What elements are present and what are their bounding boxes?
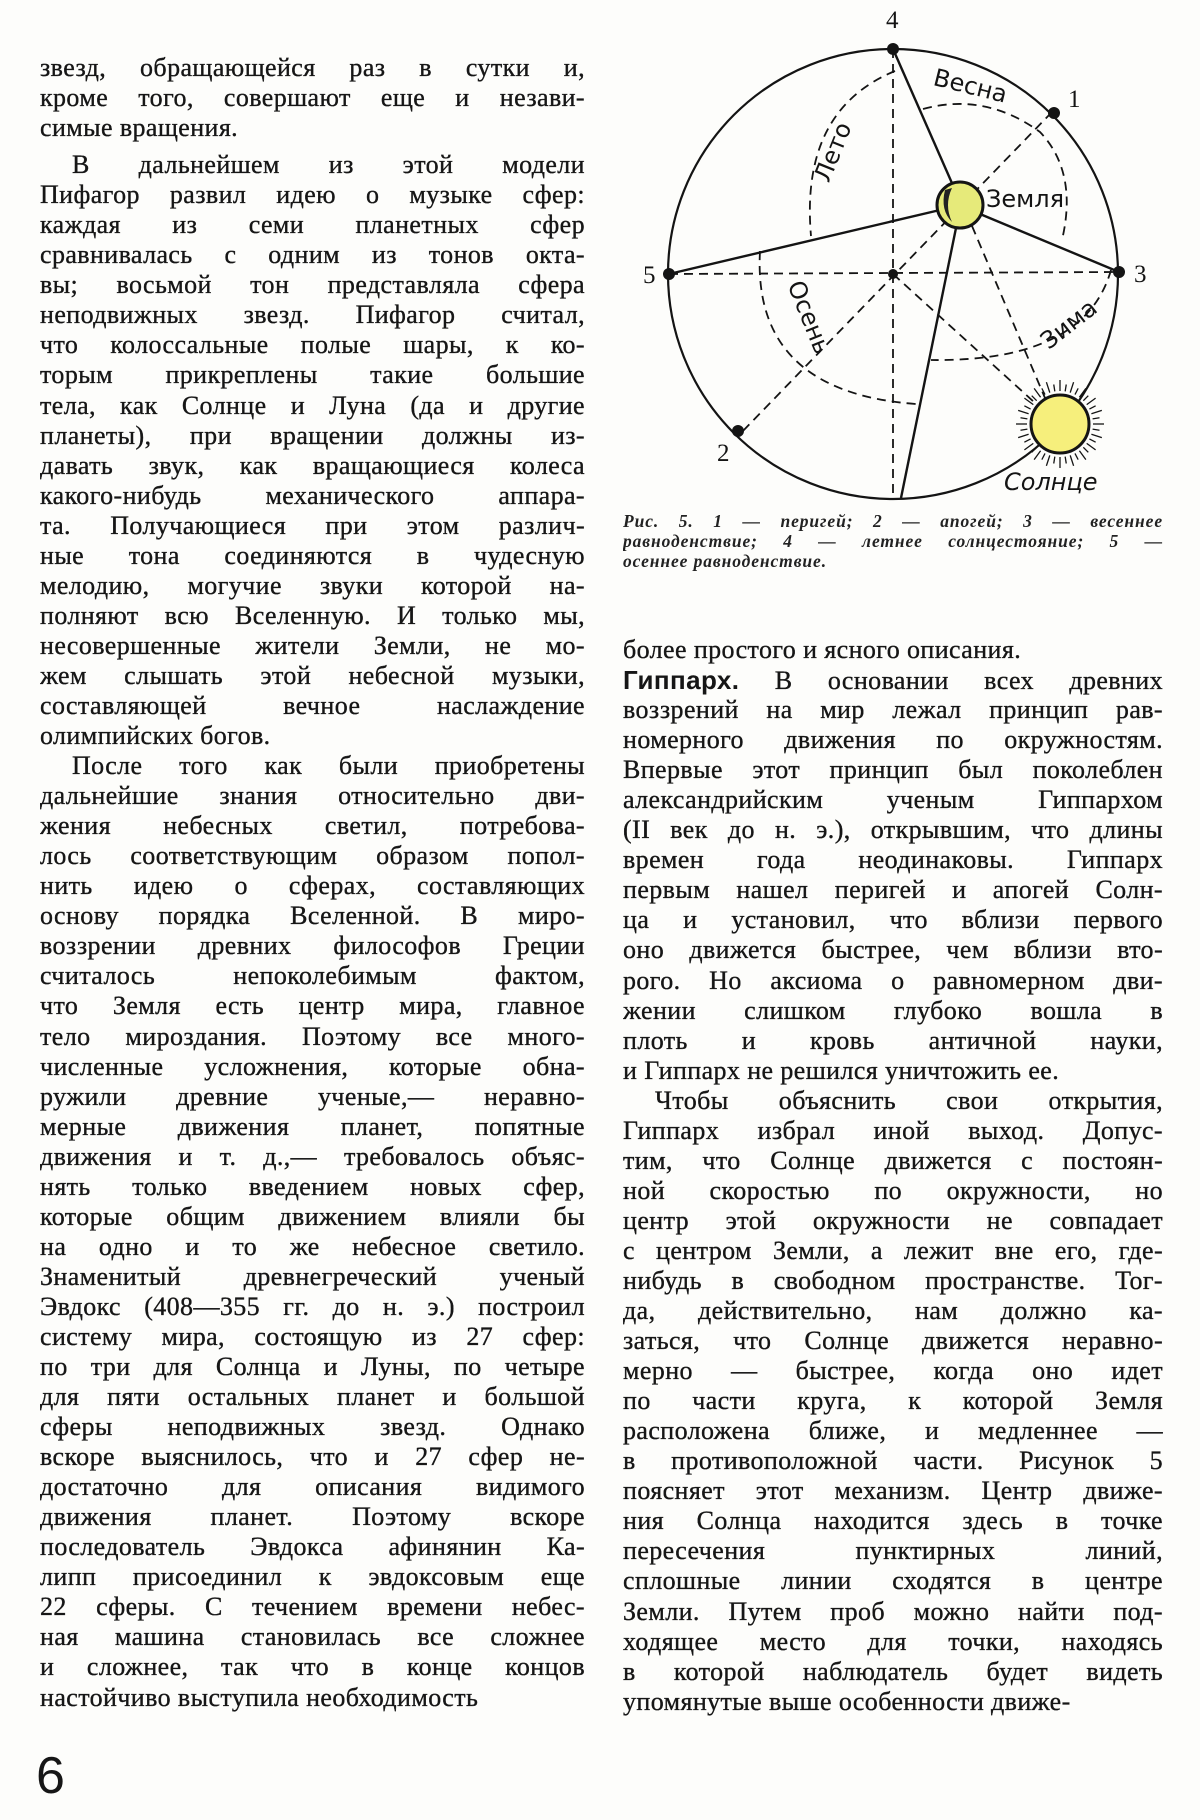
sun-ray bbox=[1034, 451, 1040, 460]
text-line: звезд, обращающейся раз в сутки и, bbox=[40, 53, 585, 82]
text-line: вы; восьмой тон представляла сфера bbox=[40, 270, 585, 300]
text-line: поясняет этот механизм. Центр движе- bbox=[623, 1476, 1163, 1506]
text-line: кроме того, совершают еще и незави- bbox=[40, 83, 585, 113]
text-line: какого-нибудь механического аппара- bbox=[40, 480, 585, 510]
text-line: на одно и то же небесное светило. bbox=[40, 1231, 585, 1261]
point-5 bbox=[663, 268, 675, 280]
text-line: да, действительно, нам должно ка- bbox=[623, 1296, 1163, 1326]
text-line: симые вращения. bbox=[40, 113, 239, 143]
dashed-line-earth-sun bbox=[972, 226, 1045, 398]
sun-ray bbox=[1046, 382, 1049, 392]
text-line: Пифагор развил идею о музыке сфер: bbox=[40, 180, 585, 210]
text-line: в противоположной части. Рисунок 5 bbox=[623, 1446, 1163, 1476]
text-line: и Гиппарх не решился уничтожить ее. bbox=[623, 1055, 1060, 1085]
text-line: вскоре выяснилось, что и 27 сфер не- bbox=[40, 1442, 585, 1472]
text-line: Знаменитый древнегреческий ученый bbox=[40, 1261, 585, 1291]
text-line: более простого и ясного описания. bbox=[623, 635, 1022, 664]
solid-line-earth-3 bbox=[980, 214, 1119, 272]
sun-ray bbox=[1034, 388, 1040, 397]
text-line: Гиппарх избрал иной выход. Допус- bbox=[623, 1115, 1163, 1145]
text-line: ния Солнца находится здесь в точке bbox=[623, 1506, 1163, 1536]
text-line: 22 сферы. С течением времени небес- bbox=[40, 1592, 585, 1622]
point-2 bbox=[732, 425, 744, 437]
text-line: сплошные линии сходятся в центре bbox=[623, 1566, 1163, 1596]
text-line: тим, что Солнце движется с постоян- bbox=[623, 1145, 1163, 1175]
earth-label: Земля bbox=[986, 185, 1065, 213]
sun-ray bbox=[1020, 429, 1027, 430]
text-line: липп присоединил к эвдоксовым еще bbox=[40, 1562, 585, 1592]
text-line: которые общим движением влияли бы bbox=[40, 1201, 585, 1231]
sun-ray bbox=[1070, 382, 1073, 392]
text-line: та. Получающиеся при этом различ- bbox=[40, 510, 585, 540]
paragraph bbox=[623, 665, 1163, 1086]
text-run: В основании всех древних bbox=[739, 666, 1163, 696]
paragraph bbox=[40, 751, 585, 1713]
text-line: сравнивалась с одним из тонов окта- bbox=[40, 240, 585, 270]
sun-ray bbox=[1079, 451, 1085, 460]
text-line: движения и т. д.,— требовалось объяс- bbox=[40, 1141, 585, 1171]
text-line: ца и установил, что вблизи первого bbox=[623, 905, 1163, 935]
season-label-summer: Лето bbox=[808, 118, 858, 186]
sun-ray bbox=[1054, 457, 1055, 464]
text-line: В дальнейшем из этой модели bbox=[72, 150, 585, 180]
sun-ray bbox=[1075, 453, 1078, 459]
sun-ray bbox=[1065, 384, 1066, 391]
text-line: мерные движения планет, попятные bbox=[40, 1111, 585, 1141]
text-line: номерного движения по окружностям. bbox=[623, 725, 1163, 755]
point-4 bbox=[887, 43, 899, 55]
text-line: лось соответствующим образом попол- bbox=[40, 841, 585, 871]
text-line: мерно — быстрее, когда оно идет bbox=[623, 1356, 1163, 1386]
point-label-2: 2 bbox=[717, 440, 730, 467]
sun-ray bbox=[1042, 453, 1045, 459]
text-line: времен года неодинаковы. Гиппарх bbox=[623, 845, 1163, 875]
text-line: пересечения пунктирных линий, bbox=[623, 1536, 1163, 1566]
text-line: по части круга, к которой Земля bbox=[623, 1386, 1163, 1416]
text-line: воззрений на мир лежал принцип рав- bbox=[623, 695, 1163, 725]
text-line bbox=[623, 665, 1163, 695]
text-line: с центром Земли, а лежит вне его, где- bbox=[623, 1235, 1163, 1265]
text-line: для пяти остальных планет и большой bbox=[40, 1382, 585, 1412]
text-line: мелодию, могучие звуки которой на- bbox=[40, 570, 585, 600]
sun-ray bbox=[1054, 384, 1055, 391]
sun-ray bbox=[1024, 443, 1033, 449]
text-line: жем слышать этой небесной музыки, bbox=[40, 660, 585, 690]
text-line: ная машина становилась все сложнее bbox=[40, 1622, 585, 1652]
season-label-autumn: Осень bbox=[781, 276, 837, 359]
text-line: составляющей вечное наслаждение bbox=[40, 690, 585, 720]
sun-ray bbox=[1093, 429, 1100, 430]
point-label-5: 5 bbox=[643, 262, 656, 289]
point-label-1: 1 bbox=[1068, 86, 1081, 113]
right-text-column bbox=[623, 635, 1163, 1717]
text-line: и сложнее, так что в конце концов bbox=[40, 1652, 585, 1682]
solid-line-earth-5 bbox=[669, 210, 940, 274]
text-line: После того как были приобретены bbox=[72, 751, 585, 781]
text-line: достаточно для описания видимого bbox=[40, 1472, 585, 1502]
sun-ray bbox=[1091, 410, 1101, 413]
text-line: настойчиво выступила необходимость bbox=[40, 1682, 479, 1712]
text-line: первым нашел перигей и апогей Солн- bbox=[623, 875, 1163, 905]
text-line: несовершенные жители Земли, не мо- bbox=[40, 630, 585, 660]
text-line: расположена ближе, и медленнее — bbox=[623, 1416, 1163, 1446]
text-line: что Земля есть центр мира, главное bbox=[40, 991, 585, 1021]
sun-label: Солнце bbox=[1004, 468, 1098, 496]
sun-ray bbox=[1089, 406, 1095, 409]
text-line: движения планет. Поэтому вскоре bbox=[40, 1502, 585, 1532]
sun-ray bbox=[1083, 396, 1088, 401]
caption-line: Рис. 5. 1 — перигей; 2 — апогей; 3 — весеннее bbox=[623, 511, 1163, 531]
text-line: каждая из семи планетных сфер bbox=[40, 210, 585, 240]
season-label-winter: Зима bbox=[1035, 293, 1103, 355]
sun-ray bbox=[1018, 410, 1028, 413]
sun-ray bbox=[1091, 434, 1101, 437]
sun-ray bbox=[1087, 443, 1096, 449]
point-label-3: 3 bbox=[1134, 261, 1147, 288]
text-line: считалось непоколебимым фактом, bbox=[40, 961, 585, 991]
text-line: давать звук, как вращающиеся колеса bbox=[40, 450, 585, 480]
text-line: сферы неподвижных звезд. Однако bbox=[40, 1412, 585, 1442]
sun-ray bbox=[1093, 418, 1100, 419]
text-line: полняют всю Вселенную. И только мы, bbox=[40, 600, 585, 630]
text-line: заться, что Солнце движется неравно- bbox=[623, 1326, 1163, 1356]
text-line: численные усложнения, которые обна- bbox=[40, 1051, 585, 1081]
sun-ray bbox=[1083, 447, 1088, 452]
season-label-spring: Весна bbox=[930, 63, 1011, 109]
text-line: торым прикреплены такие большие bbox=[40, 360, 585, 390]
text-line: нибудь в свободном пространстве. Тог- bbox=[623, 1265, 1163, 1295]
sun-ray bbox=[1087, 398, 1096, 404]
sun-ray bbox=[1046, 455, 1049, 465]
sun-ray bbox=[1024, 439, 1030, 442]
text-line: нить идею о сферах, составляющих bbox=[40, 871, 585, 901]
left-text-column bbox=[40, 53, 585, 1713]
text-line: систему мира, состоящую из 27 сфер: bbox=[40, 1321, 585, 1351]
text-line: Земли. Путем проб можно найти под- bbox=[623, 1596, 1163, 1626]
text-line: александрийским ученым Гиппархом bbox=[623, 785, 1163, 815]
text-line: что колоссальные полые шары, к ко- bbox=[40, 330, 585, 360]
paragraph bbox=[623, 635, 1163, 665]
sun-ray bbox=[1089, 439, 1095, 442]
text-line: рого. Но аксиома о равномерном дви- bbox=[623, 965, 1163, 995]
text-line: ружили древние ученые,— неравно- bbox=[40, 1081, 585, 1111]
text-line: неподвижных звезд. Пифагор считал, bbox=[40, 300, 585, 330]
text-line: воззрении древних философов Греции bbox=[40, 931, 585, 961]
paragraph bbox=[623, 1086, 1163, 1717]
sun-ray bbox=[1075, 388, 1078, 394]
point-1 bbox=[1048, 107, 1060, 119]
figure-sun-orbit-diagram bbox=[620, 0, 1200, 520]
text-line: центр этой окружности не совпадает bbox=[623, 1205, 1163, 1235]
sun-ray bbox=[1024, 406, 1030, 409]
text-line: планеты), при вращении должны из- bbox=[40, 420, 585, 450]
text-line: тело мироздания. Поэтому все много- bbox=[40, 1021, 585, 1051]
text-line: (II век до н. э.), открывшим, что длины bbox=[623, 815, 1163, 845]
solid-line-earth-bottom bbox=[901, 228, 956, 498]
center-point bbox=[888, 269, 898, 279]
sun-icon bbox=[1016, 380, 1104, 468]
caption-line: осеннее равноденствие. bbox=[623, 551, 827, 571]
text-line: Впервые этот принцип был поколеблен bbox=[623, 755, 1163, 785]
text-line: упомянутые выше особенности движе- bbox=[623, 1686, 1071, 1716]
text-line: оно движется быстрее, чем вблизи вто- bbox=[623, 935, 1163, 965]
text-line: тела, как Солнце и Луна (да и другие bbox=[40, 390, 585, 420]
sun-ray bbox=[1018, 434, 1028, 437]
earth-icon bbox=[937, 182, 983, 228]
sun-ray bbox=[1070, 455, 1073, 465]
text-line: жения небесных светил, потребова- bbox=[40, 811, 585, 841]
page-number: 6 bbox=[36, 1747, 65, 1805]
point-label-4: 4 bbox=[886, 7, 899, 34]
paragraph bbox=[40, 150, 585, 751]
text-line: ные тона соединяются в чудесную bbox=[40, 540, 585, 570]
run-in-heading: Гиппарх. bbox=[623, 665, 740, 696]
sun-ray bbox=[1020, 418, 1027, 419]
text-line: Чтобы объяснить свои открытия, bbox=[655, 1085, 1163, 1115]
text-line: основу порядка Вселенной. В миро- bbox=[40, 901, 585, 931]
orbit-points bbox=[663, 43, 1125, 437]
text-line: дальнейшие знания относительно дви- bbox=[40, 781, 585, 811]
text-line: ной скоростью по окружности, но bbox=[623, 1175, 1163, 1205]
paragraph bbox=[40, 53, 585, 143]
text-line: последователь Эвдокса афинянин Ка- bbox=[40, 1532, 585, 1562]
text-line: олимпийских богов. bbox=[40, 721, 271, 751]
text-line: в которой наблюдатель будет видеть bbox=[623, 1656, 1163, 1686]
text-line: жении слишком глубоко вошла в bbox=[623, 995, 1163, 1025]
sun-ray bbox=[1065, 457, 1066, 464]
text-line: по три для Солнца и Луны, по четыре bbox=[40, 1352, 585, 1382]
point-3 bbox=[1113, 266, 1125, 278]
text-line: ходящее место для точки, находясь bbox=[623, 1626, 1163, 1656]
text-line: нять только введением новых сфер, bbox=[40, 1171, 585, 1201]
caption-line: равноденствие; 4 — летнее солнцестояние; 5 — bbox=[623, 531, 1163, 551]
text-line: Эвдокс (408—355 гг. до н. э.) построил bbox=[40, 1291, 585, 1321]
figure-caption bbox=[623, 511, 1163, 571]
text-line: плоть и кровь античной науки, bbox=[623, 1025, 1163, 1055]
